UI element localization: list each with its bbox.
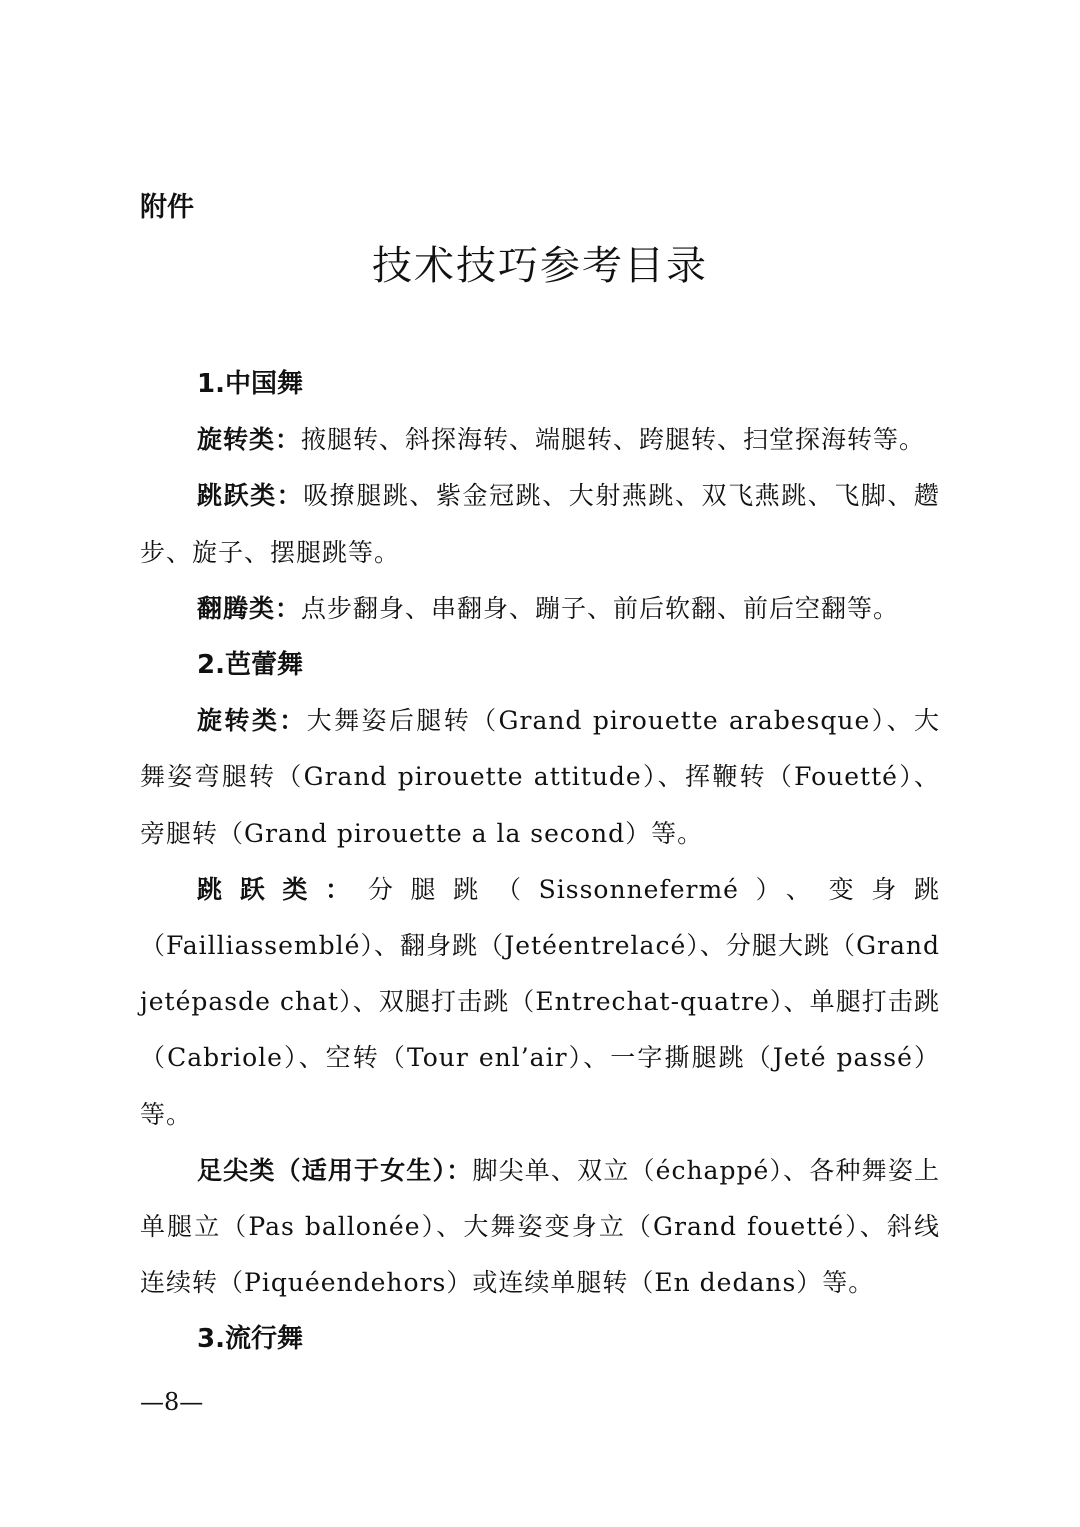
section-heading-pop-dance: 3.流行舞 (197, 1324, 303, 1355)
paragraph-ballet-spins (140, 693, 940, 862)
category-text: 吸撩腿跳、紫金冠跳、大射燕跳、双飞燕跳、飞脚、趱步、旋子、摆腿跳等。 (140, 481, 940, 567)
attachment-label: 附件 (140, 192, 194, 223)
section-heading-ballet: 2.芭蕾舞 (197, 650, 303, 681)
category-text: 大舞姿后腿转（Grand pirouette arabesque）、大舞姿弯腿转（Grand pirouette attitude）、挥鞭转（Fouetté）、旁腿转（Grand pirouette a la second）等。 (140, 706, 940, 848)
category-label: 足尖类（适用于女生）： (197, 1155, 473, 1185)
document-body (140, 356, 940, 1368)
category-label: 旋转类： (197, 425, 302, 455)
category-label: 跳跃类： (197, 481, 304, 511)
paragraph-chinese-spins (140, 412, 940, 468)
category-text: 点步翻身、串翻身、蹦子、前后软翻、前后空翻等。 (301, 593, 900, 623)
paragraph-chinese-tumbling (140, 581, 940, 637)
category-label: 跳跃类： (197, 874, 368, 904)
category-text: 分腿跳（Sissonnefermé）、变身跳（Failliassemblé）、翻身跳（Jetéentrelacé）、分腿大跳（Grand jetépasde chat）、双腿打击跳（Entrechat-quatre）、单腿打击跳（Cabriole）、空转（Tour enl’air）、一字撕腿跳（Jeté passé）等。 (140, 874, 940, 1129)
paragraph-ballet-jumps (140, 862, 940, 1143)
paragraph-ballet-pointe (140, 1143, 940, 1312)
category-label: 旋转类： (197, 706, 307, 736)
paragraph-chinese-jumps (140, 468, 940, 580)
category-text: 掖腿转、斜探海转、端腿转、跨腿转、扫堂探海转等。 (301, 425, 926, 455)
category-label: 翻腾类： (197, 593, 302, 623)
section-heading-chinese-dance: 1.中国舞 (197, 369, 303, 399)
category-text: 脚尖单、双立（échappé）、各种舞姿上单腿立（Pas ballonée）、大舞姿变身立（Grand fouetté）、斜线连续转（Piquéendehors）或连续单腿转（En dedans）等。 (140, 1155, 940, 1298)
page-title: 技术技巧参考目录 (372, 243, 708, 289)
page-number: —8— (140, 1388, 204, 1416)
